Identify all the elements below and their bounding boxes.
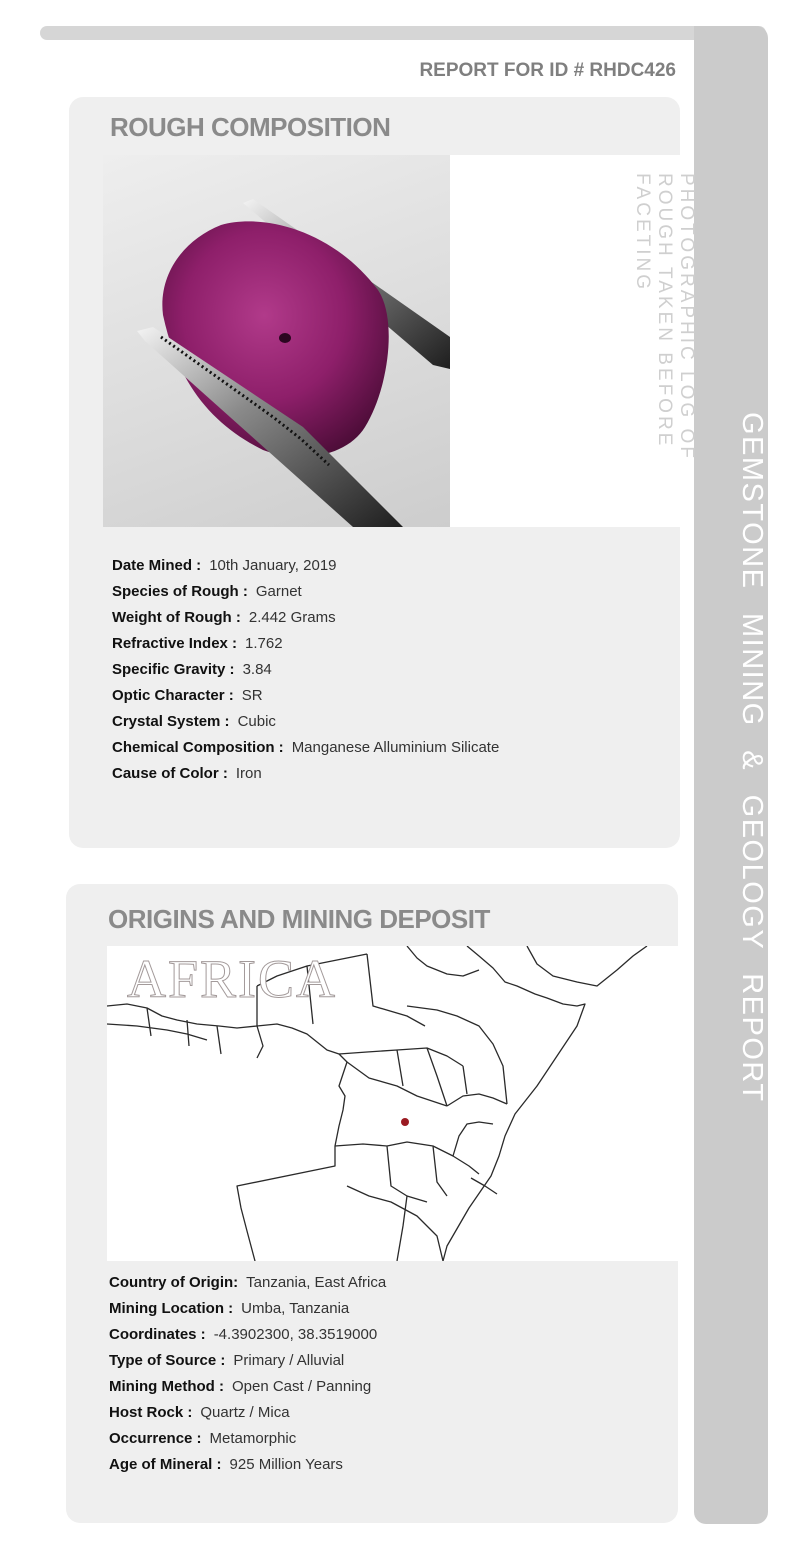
photo-caption-line2: TAKEN BEFORE FACETING <box>632 173 675 449</box>
field-date-mined: Date Mined : 10th January, 2019 <box>112 557 337 574</box>
field-mining-method: Mining Method : Open Cast / Panning <box>109 1378 372 1395</box>
field-refractive-index: Refractive Index : 1.762 <box>112 635 283 652</box>
origins-panel <box>66 884 678 1523</box>
coastline-east <box>443 946 585 1261</box>
origins-title: ORIGINS AND MINING DEPOSIT <box>108 904 490 934</box>
map-label: AFRICA <box>127 949 338 1009</box>
field-cause-of-color: Cause of Color : Iron <box>112 765 262 782</box>
field-host-rock: Host Rock : Quartz / Mica <box>109 1404 290 1421</box>
borders-tanzania <box>453 1122 497 1194</box>
field-mining-location: Mining Location : Umba, Tanzania <box>109 1300 350 1317</box>
africa-map <box>107 946 678 1261</box>
coastline-gulf <box>527 946 647 986</box>
field-specific-gravity: Specific Gravity : 3.84 <box>112 661 272 678</box>
photo-area <box>103 155 697 527</box>
rough-fields <box>112 557 499 791</box>
photo-caption-line1: PHOTOGRAPHIC LOG OF ROUGH <box>654 173 697 461</box>
gemstone-photo <box>103 155 450 527</box>
side-title: GEMSTONE MINING & GEOLOGY REPORT <box>736 411 768 1103</box>
coastline-horn <box>407 946 479 976</box>
field-chemical-composition: Chemical Composition : Manganese Alluminium Silicate <box>112 739 500 756</box>
photo-caption <box>631 173 697 513</box>
field-country: Country of Origin: Tanzania, East Africa <box>109 1274 387 1291</box>
borders-west <box>107 1008 263 1058</box>
location-marker-icon <box>401 1118 409 1126</box>
field-weight: Weight of Rough : 2.442 Grams <box>112 609 336 626</box>
gemstone-illustration <box>103 155 450 527</box>
field-coordinates: Coordinates : -4.3902300, 38.3519000 <box>109 1326 378 1343</box>
coastline-west <box>107 1004 347 1261</box>
borders-central <box>339 1048 463 1106</box>
borders-east <box>407 1006 507 1106</box>
borders-south <box>335 1142 479 1261</box>
rough-composition-title: ROUGH COMPOSITION <box>110 112 391 142</box>
origin-fields <box>109 1274 386 1482</box>
field-species: Species of Rough : Garnet <box>112 583 302 600</box>
field-occurrence: Occurrence : Metamorphic <box>109 1430 297 1447</box>
field-type-of-source: Type of Source : Primary / Alluvial <box>109 1352 345 1369</box>
gem-inclusion <box>279 333 291 343</box>
top-decor-bar <box>40 26 766 40</box>
rough-composition-panel <box>69 97 697 848</box>
field-age-of-mineral: Age of Mineral : 925 Million Years <box>109 1456 343 1473</box>
report-id: REPORT FOR ID # RHDC426 <box>419 60 676 81</box>
field-crystal-system: Crystal System : Cubic <box>112 713 276 730</box>
field-optic-character: Optic Character : SR <box>112 687 263 704</box>
